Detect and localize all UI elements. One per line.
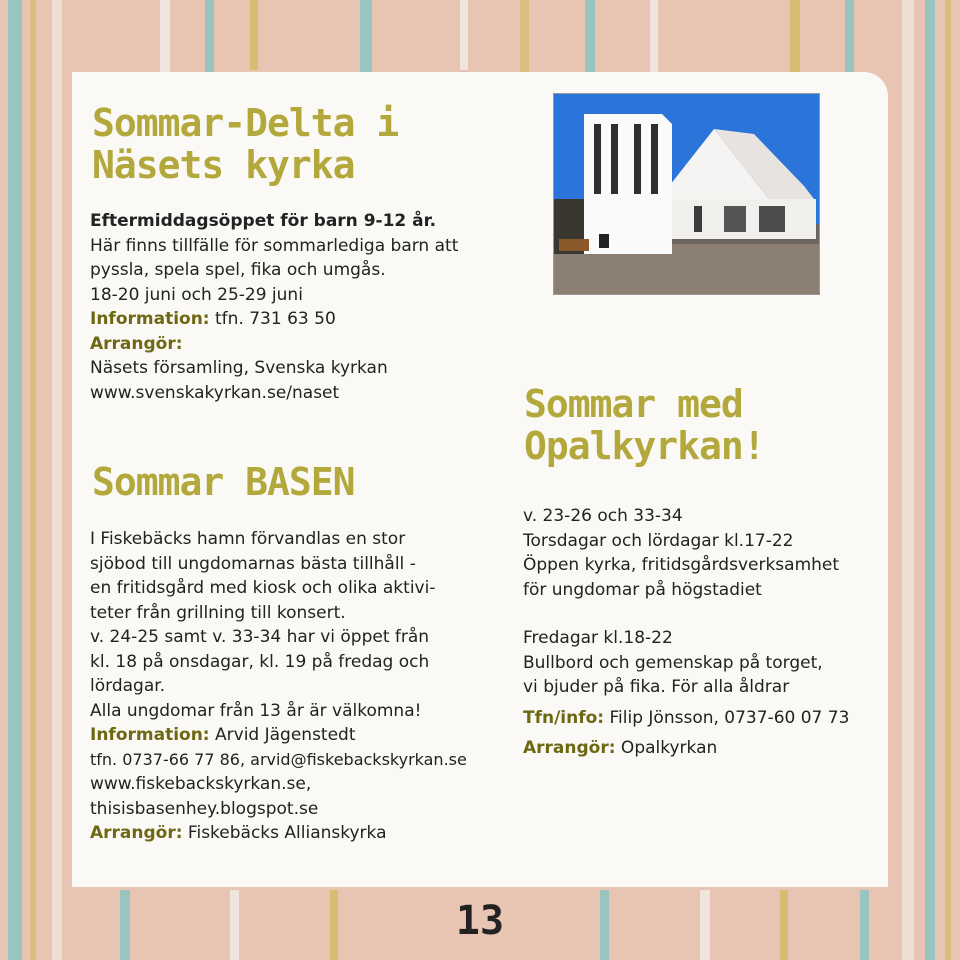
section2-body: [90, 527, 530, 846]
organizer-value: Fiskebäcks Allianskyrka: [182, 823, 387, 843]
section2-line: v. 24-25 samt v. 33-34 har vi öppet från: [90, 627, 430, 647]
paint-stroke: [8, 0, 22, 960]
section1-info: [90, 307, 530, 332]
paint-stroke: [860, 890, 869, 960]
section1-subtitle: Eftermiddagsöppet för barn 9-12 år.: [90, 211, 437, 231]
organizer-value: Opalkyrkan: [615, 738, 718, 758]
section3-line: Bullbord och gemenskap på torget,: [523, 652, 823, 673]
section2-line: Alla ungdomar från 13 år är välkomna!: [90, 700, 422, 721]
paint-stroke: [585, 0, 595, 72]
paint-stroke: [790, 0, 800, 72]
church-photo: [553, 93, 820, 295]
section2-line: kl. 18 på onsdagar, kl. 19 på fredag och: [90, 651, 430, 672]
section3-line: Torsdagar och lördagar kl.17-22: [523, 530, 794, 551]
section1-title: Sommar-Delta i Näsets kyrka: [92, 101, 399, 187]
section1-organizer-label: Arrangör:: [90, 333, 183, 354]
section3-line: v. 23-26 och 33-34: [523, 506, 683, 526]
section2-info: [90, 723, 530, 748]
organizer-label: Arrangör:: [90, 823, 183, 843]
section2-line: lördagar.: [90, 676, 166, 696]
section2-line: en fritidsgård med kiosk och olika aktivi-: [90, 578, 436, 598]
section1-line: pyssla, spela spel, fika och umgås.: [90, 260, 386, 280]
section3-contact: [523, 706, 883, 731]
section1-body: [90, 209, 530, 405]
church-illustration: [554, 94, 819, 294]
paint-stroke: [30, 0, 36, 960]
page-number: 13: [455, 898, 505, 944]
paint-stroke: [600, 890, 609, 960]
section2-title: Sommar BASEN: [92, 460, 355, 504]
paint-stroke: [460, 0, 468, 70]
info-label: Information:: [90, 309, 210, 329]
paint-stroke: [52, 0, 62, 960]
paint-stroke: [160, 0, 170, 80]
paint-stroke: [360, 0, 372, 75]
paint-stroke: [902, 0, 914, 960]
organizer-label: Arrangör:: [523, 738, 616, 758]
contact-label: Tfn/info:: [523, 707, 605, 728]
paint-stroke: [945, 0, 951, 960]
section1-organizer: Näsets församling, Svenska kyrkan: [90, 358, 388, 378]
info-value: tfn. 731 63 50: [209, 309, 336, 329]
section2-contact[interactable]: www.fiskebackskyrkan.se,: [90, 774, 312, 794]
section3-line: för ungdomar på högstadiet: [523, 579, 762, 600]
paint-stroke: [650, 0, 658, 72]
section1-url[interactable]: www.svenskakyrkan.se/naset: [90, 382, 340, 403]
paint-stroke: [780, 890, 788, 960]
section3-line: Öppen kyrka, fritidsgårdsverksamhet: [523, 555, 840, 575]
section3-line: Fredagar kl.18-22: [523, 628, 673, 648]
info-label: Information:: [90, 725, 210, 745]
paint-stroke: [925, 0, 935, 960]
paint-stroke: [120, 890, 130, 960]
section1-dates: 18-20 juni och 25-29 juni: [90, 284, 303, 305]
section1-line: Här finns tillfälle för sommarlediga barn att: [90, 235, 459, 256]
section2-contact: tfn. 0737-66 77 86, arvid@fiskebackskyrkan.se: [90, 749, 467, 769]
paint-stroke: [520, 0, 529, 75]
section3-body: [523, 504, 883, 761]
section2-organizer: [90, 821, 530, 846]
section3-line: vi bjuder på fika. För alla åldrar: [523, 677, 790, 697]
section2-line: sjöbod till ungdomarnas bästa tillhåll -: [90, 553, 416, 574]
paint-stroke: [205, 0, 214, 75]
paint-stroke: [330, 890, 338, 960]
section3-title: Sommar med Opalkyrkan!: [524, 382, 765, 468]
section2-line: I Fiskebäcks hamn förvandlas en stor: [90, 529, 406, 549]
contact-value: Filip Jönsson, 0737-60 07 73: [604, 707, 850, 728]
section2-line: teter från grillning till konsert.: [90, 602, 346, 623]
paint-stroke: [250, 0, 258, 70]
paint-stroke: [700, 890, 710, 960]
paint-stroke: [230, 890, 239, 960]
paint-stroke: [845, 0, 854, 72]
info-value: Arvid Jägenstedt: [209, 725, 356, 745]
section2-contact[interactable]: thisisbasenhey.blogspot.se: [90, 798, 319, 819]
section3-organizer: [523, 736, 883, 761]
